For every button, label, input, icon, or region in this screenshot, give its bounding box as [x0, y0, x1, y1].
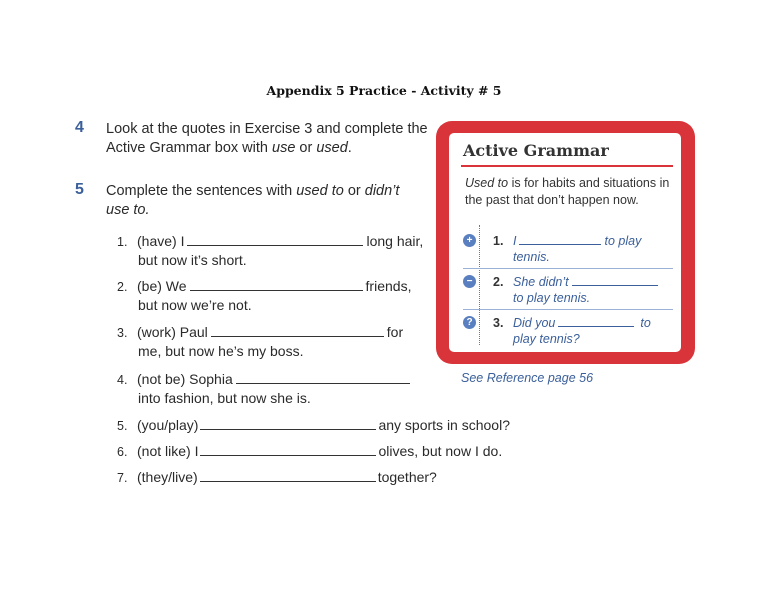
item-continuation: me, but now he’s my boss. [138, 343, 304, 359]
answer-blank[interactable] [211, 324, 384, 337]
row-separator [463, 268, 673, 269]
exercise-4-line1: Look at the quotes in Exercise 3 and complete the [106, 121, 428, 137]
item-prompt: (work) Paul [137, 324, 208, 340]
exercise-5-line2 [106, 201, 399, 220]
item-suffix: for [386, 324, 404, 340]
item-suffix: friends, [365, 278, 412, 294]
active-grammar-panel [449, 133, 681, 352]
used-to-term: Used to [465, 176, 509, 190]
row-text-a: Did you [513, 316, 556, 330]
item-continuation: but now we’re not. [138, 297, 252, 313]
item-suffix: together? [377, 469, 437, 485]
item-suffix: olives, but now I do. [378, 443, 503, 459]
answer-blank[interactable] [519, 233, 601, 245]
item-number: 7. [117, 471, 128, 485]
exercise-5-instructions [106, 182, 399, 220]
page-title: Appendix 5 Practice - Activity # 5 [266, 83, 502, 98]
item-prompt: (not be) Sophia [137, 371, 233, 387]
row-text-a: I [513, 234, 517, 248]
active-grammar-box [436, 121, 695, 364]
ex4-text: Active Grammar box with [106, 140, 272, 156]
answer-blank[interactable] [187, 233, 363, 246]
plus-icon: + [463, 234, 476, 247]
item-prompt: (not like) I [137, 443, 199, 459]
item-continuation: but now it’s short. [138, 252, 247, 268]
item-number: 3. [117, 326, 128, 340]
ex5-used-to: used to [296, 183, 344, 199]
question-icon: ? [463, 316, 476, 329]
item-prompt: (have) I [137, 233, 185, 249]
row-text-c: tennis. [513, 250, 550, 264]
row-text-a: She didn’t [513, 275, 569, 289]
item-continuation: into fashion, but now she is. [138, 390, 311, 406]
active-grammar-description [465, 175, 675, 209]
ex5-use-to: use to. [106, 202, 150, 218]
minus-icon: − [463, 275, 476, 288]
ex4-period: . [347, 140, 352, 156]
item-suffix: long hair, [366, 233, 424, 249]
item-number: 2. [117, 280, 128, 294]
item-prompt: (you/play) [137, 417, 199, 433]
dotted-divider [479, 225, 480, 345]
active-grammar-title: Active Grammar [463, 141, 609, 160]
row-separator [463, 309, 673, 310]
list-item [117, 416, 510, 436]
list-item [117, 277, 411, 297]
ex5-text: Complete the sentences with [106, 183, 297, 199]
title-divider [461, 165, 673, 167]
exercise-4-line2 [106, 139, 428, 158]
row-text-c: play tennis? [513, 332, 580, 346]
exercise-5-line1 [106, 182, 399, 201]
list-item [117, 468, 437, 488]
row-text-b: to [640, 316, 651, 330]
answer-blank[interactable] [200, 417, 376, 430]
row-text [513, 315, 673, 347]
answer-blank[interactable] [200, 469, 376, 482]
item-prompt: (they/live) [137, 469, 198, 485]
answer-blank[interactable] [236, 371, 410, 384]
ex5-or: or [343, 183, 365, 199]
item-prompt: (be) We [137, 278, 187, 294]
list-item [117, 232, 423, 252]
description-text: is for habits and situations in the past that don’t happen now. [465, 176, 670, 207]
item-number: 6. [117, 445, 128, 459]
answer-blank[interactable] [558, 315, 634, 327]
list-item [117, 323, 403, 343]
row-text-b: to play [604, 234, 642, 248]
answer-blank[interactable] [190, 278, 363, 291]
answer-blank[interactable] [572, 274, 658, 286]
ex4-use: use [272, 140, 296, 156]
row-number: 3. [493, 316, 504, 330]
row-text [513, 274, 673, 306]
row-text-c: to play tennis. [513, 291, 591, 305]
item-number: 4. [117, 373, 128, 387]
ex4-used: used [316, 140, 348, 156]
row-number: 1. [493, 234, 504, 248]
exercise-4-number: 4 [75, 119, 84, 136]
item-suffix: any sports in school? [378, 417, 510, 433]
see-reference-link[interactable]: See Reference page 56 [461, 371, 594, 385]
list-item [117, 370, 413, 390]
row-number: 2. [493, 275, 504, 289]
answer-blank[interactable] [200, 443, 376, 456]
item-number: 1. [117, 235, 128, 249]
exercise-5-number: 5 [75, 181, 84, 198]
item-number: 5. [117, 419, 128, 433]
exercise-4-instructions [106, 120, 428, 158]
row-text [513, 233, 673, 265]
ex4-or: or [295, 140, 317, 156]
ex5-didnt: didn’t [364, 183, 400, 199]
list-item [117, 442, 502, 462]
